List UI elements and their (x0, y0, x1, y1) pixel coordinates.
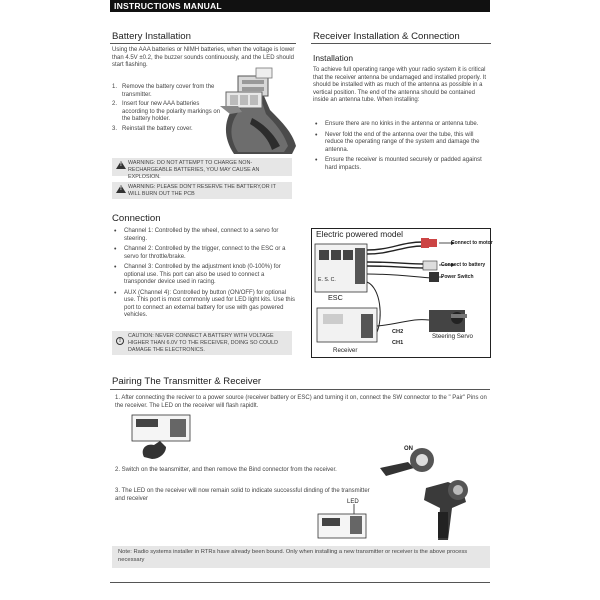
label-receiver: Receiver (333, 347, 358, 354)
installation-intro: To achieve full operating range with your radio system it is critical that the receiver antenna be undamaged and installed properly. It should be installed with as much of the antenna as possible in a vertical position. The end of the antenna should be contained inside an antenna tube. When installing: (313, 67, 487, 103)
pairing-step1: 1. After connecting the reciver to a power source (receiver battery or ESC) and turning it on, connect the SW connector to the " Pair" Pins on the receiver. The LED on the receiver will flash rapidlt. (115, 395, 487, 409)
installation-item: • Ensure there are no kinks in the antenna or antenna tube. (313, 121, 491, 129)
battery-intro: Using the AAA batteries or NIMH batteries, when the voltage is lower than 4.5V ±0.2, the buzzer sounds continuously, and the LED should start flashing. (112, 47, 295, 68)
battery-step: 1. Remove the battery cover from the transmitter. (112, 84, 215, 98)
pairing-title-rule (110, 389, 490, 390)
installation-item: • Never fold the end of the antenna over the tube, this will reduce the operating range of the system and damage the antenna. (313, 132, 491, 155)
receiver-pair-illustration (130, 413, 194, 461)
warning-icon (116, 185, 126, 193)
battery-steps (112, 84, 224, 135)
connection-item: • Channel 3: Controlled by the adjustment knob (0-100%) for optional use. This port can also be used to connect a transponder device used in racing. (112, 264, 296, 287)
receiver-section-title: Receiver Installation & Connection (313, 31, 460, 42)
battery-step: 3. Reinstall the battery cover. (112, 125, 193, 132)
pairing-note: Note: Radio systems installer in RTRs have already been bound. Only when installing a new transmitter or receiver is the above process necessary (112, 546, 490, 568)
label-connect-motor: Connect to motor (451, 240, 493, 246)
installation-subtitle: Installation (313, 53, 354, 63)
battery-section-title: Battery Installation (112, 31, 191, 42)
pairing-section-title: Pairing The Transmitter & Receiver (112, 376, 262, 387)
label-steering-servo: Steering Servo (432, 333, 473, 340)
label-on: ON (404, 446, 413, 452)
warning-charge-box: ! WARNING: DO NOT ATTEMPT TO CHARGE NON-RECHARGEABLE BATTERIES, YOU MAY CAUSE AN EXPLOSION. (112, 158, 292, 176)
installation-item: • Ensure the receiver is mounted securely or padded against hard impacts. (313, 157, 491, 172)
connection-item: • Channel 2: Controlled by the trigger, connect to the ESC or a servo for throttle/brake. (112, 246, 296, 261)
label-power-switch: Power Switch (441, 274, 474, 280)
connection-section-title: Connection (112, 213, 161, 224)
label-ch1: CH1 (392, 340, 404, 346)
caution-box: ! CAUTION: NEVER CONNECT A BATTERY WITH VOLTAGE HIGHER THAN 6.0V TO THE RECEIVER, DOING SO COULD DAMAGE THE ELECTRONICS. (112, 331, 292, 355)
pairing-step3: 3. The LED on the receiver will now remain solid to indicate successful dinding of the transmitter and receiver (115, 488, 370, 502)
receiver-title-rule (311, 43, 491, 44)
bottom-rule (110, 582, 490, 583)
connection-bullets (112, 228, 296, 323)
pairing-step2: 2. Switch on the teansmitter, and then remove the Bind connector from the receiver. (115, 467, 337, 473)
warning-reserve-box: ! WARNING: PLEASE DON'T RESERVE THE BATTERY,OR IT WILL BURN OUT THE PCB (112, 182, 292, 199)
label-esc-board: E. S. C. (318, 277, 336, 283)
warning-icon (116, 161, 126, 169)
label-ch2: CH2 (392, 329, 404, 335)
battery-title-rule (110, 43, 296, 44)
label-connect-battery: Connect to battery (441, 262, 486, 268)
connection-item: • Channel 1: Controlled by the wheel, connect to a servo for steering. (112, 228, 296, 243)
diagram-title: Electric powered model (316, 229, 404, 239)
receiver-led-illustration (316, 500, 368, 540)
transmitter-battery-illustration (212, 66, 304, 158)
header-title: INSTRUCTIONS MANUAL (114, 1, 222, 11)
label-esc: ESC (328, 293, 343, 302)
battery-step: 2. Insert four new AAA batteries according to the polarity markings on the battery holder. (112, 101, 221, 122)
caution-icon: ! (116, 337, 124, 345)
transmitter-illustration (418, 468, 474, 544)
installation-bullets (313, 121, 491, 175)
connection-item: • AUX (Channel 4): Controlled by button (ON/OFF) for optional use. This port is most commonly used for LED light kits. Use this port to connect an external battery for use with gas powered vehicles. (112, 290, 296, 320)
label-led: LED (347, 499, 359, 505)
